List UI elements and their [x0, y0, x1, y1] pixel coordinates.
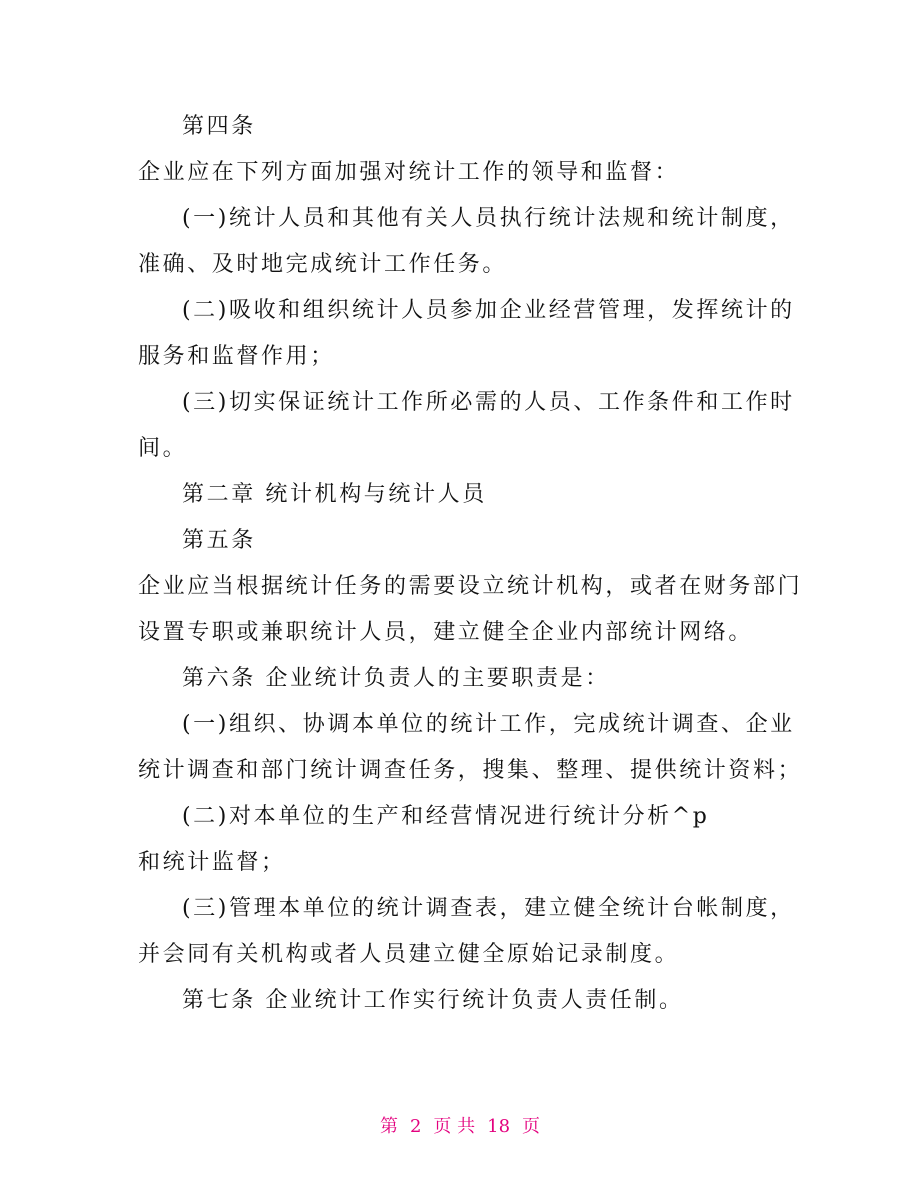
- text-line: 和统计监督；: [138, 850, 286, 875]
- text-line: 企业应在下列方面加强对统计工作的领导和监督：: [138, 160, 680, 185]
- text-line: 并会同有关机构或者人员建立健全原始记录制度。: [138, 942, 680, 967]
- text-line: 第六条 企业统计负责人的主要职责是：: [182, 666, 610, 691]
- text-line: 第五条: [182, 528, 256, 553]
- text-line: 服务和监督作用；: [138, 344, 335, 369]
- text-line: 第二章 统计机构与统计人员: [182, 482, 487, 507]
- footer-total-pages: 18: [487, 1116, 511, 1137]
- text-line: (三)切实保证统计工作所必需的人员、工作条件和工作时: [182, 390, 795, 415]
- text-line: (一)组织、协调本单位的统计工作，完成统计调查、企业: [182, 712, 795, 737]
- text-line: (二)吸收和组织统计人员参加企业经营管理，发挥统计的: [182, 298, 795, 323]
- footer-suffix: 页: [522, 1116, 541, 1137]
- text-line: (三)管理本单位的统计调查表，建立健全统计台帐制度，: [182, 896, 795, 921]
- text-line: 统计调查和部门统计调查任务，搜集、整理、提供统计资料；: [138, 758, 803, 783]
- text-line: 准确、及时地完成统计工作任务。: [138, 252, 508, 277]
- text-line: (一)统计人员和其他有关人员执行统计法规和统计制度，: [182, 206, 795, 231]
- text-line: 第七条 企业统计工作实行统计负责人责任制。: [182, 988, 684, 1013]
- text-line: (二)对本单位的生产和经营情况进行统计分析^p: [182, 804, 710, 829]
- text-line: 企业应当根据统计任务的需要设立统计机构，或者在财务部门: [138, 574, 803, 599]
- footer-current-page: 2: [409, 1116, 422, 1137]
- footer-prefix: 第: [379, 1116, 398, 1137]
- text-line: 第四条: [182, 114, 256, 139]
- footer-middle: 页 共: [433, 1116, 476, 1137]
- text-line: 设置专职或兼职统计人员，建立健全企业内部统计网络。: [138, 620, 754, 645]
- text-line: 间。: [138, 436, 188, 461]
- page-footer: [0, 1112, 920, 1138]
- document-body: [138, 104, 803, 1024]
